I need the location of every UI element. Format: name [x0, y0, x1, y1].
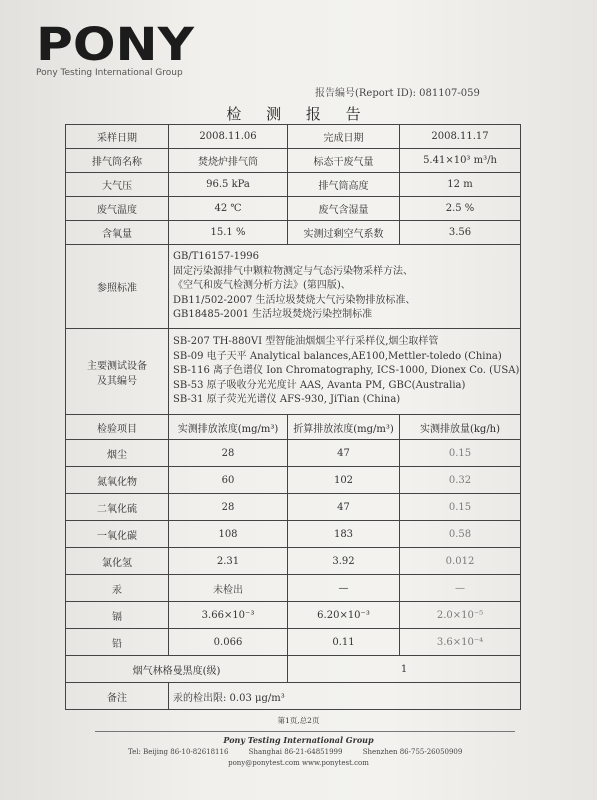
report-id: 报告编号(Report ID): 081107-059: [315, 88, 480, 99]
converted-value: 0.11: [288, 629, 400, 656]
standard-item: GB/T16157-1996: [173, 251, 260, 263]
equipment-item: SB-207 TH-880VI 型智能油烟烟尘平行采样仪,烟尘取样管: [173, 336, 439, 348]
table-row: [66, 521, 521, 548]
equipment-item: SB-116 离子色谱仪 Ion Chromatography, ICS-1000, Dionex Co. (USA): [173, 365, 520, 377]
sample-date-value: 2008.11.06: [169, 125, 288, 149]
report-title: 检 测 报 告: [226, 105, 371, 123]
table-row: [66, 494, 521, 521]
table-row: [66, 629, 521, 656]
pollutant-name: 铅: [66, 629, 169, 656]
gas-temp-label: 废气温度: [66, 197, 169, 221]
standards-list: [173, 250, 517, 323]
equipment-item: SB-31 原子荧光光谱仪 AFS-930, JiTian (China): [173, 394, 401, 406]
info-row: [66, 149, 521, 173]
report-table: [65, 124, 521, 710]
equipment-label: [66, 329, 169, 415]
remarks-label: 备注: [66, 683, 169, 710]
stack-height-label: 排气筒高度: [288, 173, 400, 197]
measured-value: 28: [169, 440, 288, 467]
standards-cell: [169, 245, 521, 329]
info-row: [66, 197, 521, 221]
converted-value: 3.92: [288, 548, 400, 575]
pony-logo: [36, 20, 196, 66]
moisture-value: 2.5 %: [400, 197, 521, 221]
tel-shanghai: Shanghai 86-21-64851999: [248, 748, 343, 756]
measured-value: 108: [169, 521, 288, 548]
info-row: [66, 125, 521, 149]
pollutant-name: 一氧化碳: [66, 521, 169, 548]
tel-shenzhen: Shenzhen 86-755-26050909: [362, 748, 463, 756]
ringelmann-row: [66, 656, 521, 683]
measured-value: 0.066: [169, 629, 288, 656]
converted-value: 47: [288, 440, 400, 467]
page-number: 第1页,总2页: [277, 716, 320, 725]
pressure-value: 96.5 kPa: [169, 173, 288, 197]
rate-value: 0.58: [400, 521, 521, 548]
tel-beijing: Tel: Beijing 86-10-82618116: [128, 748, 229, 756]
svg-text:PONY: PONY: [36, 20, 196, 66]
info-row: [66, 221, 521, 245]
stack-name-label: 排气筒名称: [66, 149, 169, 173]
footer-contacts: [128, 748, 480, 756]
ringelmann-value: 1: [288, 656, 521, 683]
moisture-label: 废气含湿量: [288, 197, 400, 221]
standard-item: 《空气和废气检测分析方法》(第四版)、: [173, 280, 351, 292]
sample-date-label: 采样日期: [66, 125, 169, 149]
measured-value: 28: [169, 494, 288, 521]
rate-value: —: [400, 575, 521, 602]
finish-date-label: 完成日期: [288, 125, 400, 149]
std-flow-label: 标态干废气量: [288, 149, 400, 173]
pressure-label: 大气压: [66, 173, 169, 197]
pollutant-name: 烟尘: [66, 440, 169, 467]
standard-item: 固定污染源排气中颗粒物测定与气态污染物采样方法、: [173, 265, 413, 277]
rate-value: 0.012: [400, 548, 521, 575]
info-row: [66, 173, 521, 197]
equipment-item: SB-09 电子天平 Analytical balances,AE100,Mettler-toledo (China): [173, 350, 502, 362]
col-header-converted: 折算排放浓度(mg/m³): [288, 415, 400, 440]
equipment-cell: [169, 329, 521, 415]
standards-row: [66, 245, 521, 329]
results-header-row: [66, 415, 521, 440]
company-name-en: Pony Testing International Group: [36, 68, 183, 78]
pollutant-name: 氯化氢: [66, 548, 169, 575]
rate-value: 0.32: [400, 467, 521, 494]
equipment-row: [66, 329, 521, 415]
pollutant-name: 镉: [66, 602, 169, 629]
converted-value: 47: [288, 494, 400, 521]
pollutant-name: 汞: [66, 575, 169, 602]
table-row: [66, 467, 521, 494]
measured-value: 2.31: [169, 548, 288, 575]
gas-temp-value: 42 ℃: [169, 197, 288, 221]
equipment-item: SB-53 原子吸收分光光度计 AAS, Avanta PM, GBC(Australia): [173, 379, 466, 391]
stack-height-value: 12 m: [400, 173, 521, 197]
rate-value: 3.6×10⁻⁴: [400, 629, 521, 656]
oxygen-label: 含氧量: [66, 221, 169, 245]
converted-value: 183: [288, 521, 400, 548]
footer-web: pony@ponytest.com www.ponytest.com: [228, 759, 369, 767]
converted-value: —: [288, 575, 400, 602]
remarks-row: [66, 683, 521, 710]
standard-item: DB11/502-2007 生活垃圾焚烧大气污染物排放标准、: [173, 294, 416, 306]
converted-value: 6.20×10⁻³: [288, 602, 400, 629]
rate-value: 0.15: [400, 494, 521, 521]
rate-value: 0.15: [400, 440, 521, 467]
finish-date-value: 2008.11.17: [400, 125, 521, 149]
equipment-list: [173, 335, 520, 408]
excess-air-label: 实测过剩空气系数: [288, 221, 400, 245]
standards-label: 参照标准: [66, 245, 169, 329]
footer-company: Pony Testing International Group: [223, 735, 374, 745]
measured-value: 未检出: [169, 575, 288, 602]
measured-value: 3.66×10⁻³: [169, 602, 288, 629]
standard-item: GB18485-2001 生活垃圾焚烧污染控制标准: [173, 309, 373, 321]
footer-divider: [95, 731, 515, 732]
std-flow-value: 5.41×10³ m³/h: [400, 149, 521, 173]
measured-value: 60: [169, 467, 288, 494]
table-row: [66, 548, 521, 575]
remarks-text: 汞的检出限: 0.03 μg/m³: [169, 683, 521, 710]
ringelmann-label: 烟气林格曼黑度(级): [66, 656, 288, 683]
col-header-measured: 实测排放浓度(mg/m³): [169, 415, 288, 440]
equipment-label-line: 及其编号: [97, 375, 137, 387]
table-row: [66, 602, 521, 629]
excess-air-value: 3.56: [400, 221, 521, 245]
rate-value: 2.0×10⁻⁵: [400, 602, 521, 629]
oxygen-value: 15.1 %: [169, 221, 288, 245]
pollutant-name: 氮氧化物: [66, 467, 169, 494]
stack-name-value: 焚烧炉排气筒: [169, 149, 288, 173]
col-header-rate: 实测排放量(kg/h): [400, 415, 521, 440]
table-row: [66, 575, 521, 602]
pollutant-name: 二氧化硫: [66, 494, 169, 521]
table-row: [66, 440, 521, 467]
converted-value: 102: [288, 467, 400, 494]
equipment-label-line: 主要测试设备: [87, 360, 147, 372]
col-header-item: 检验项目: [66, 415, 169, 440]
